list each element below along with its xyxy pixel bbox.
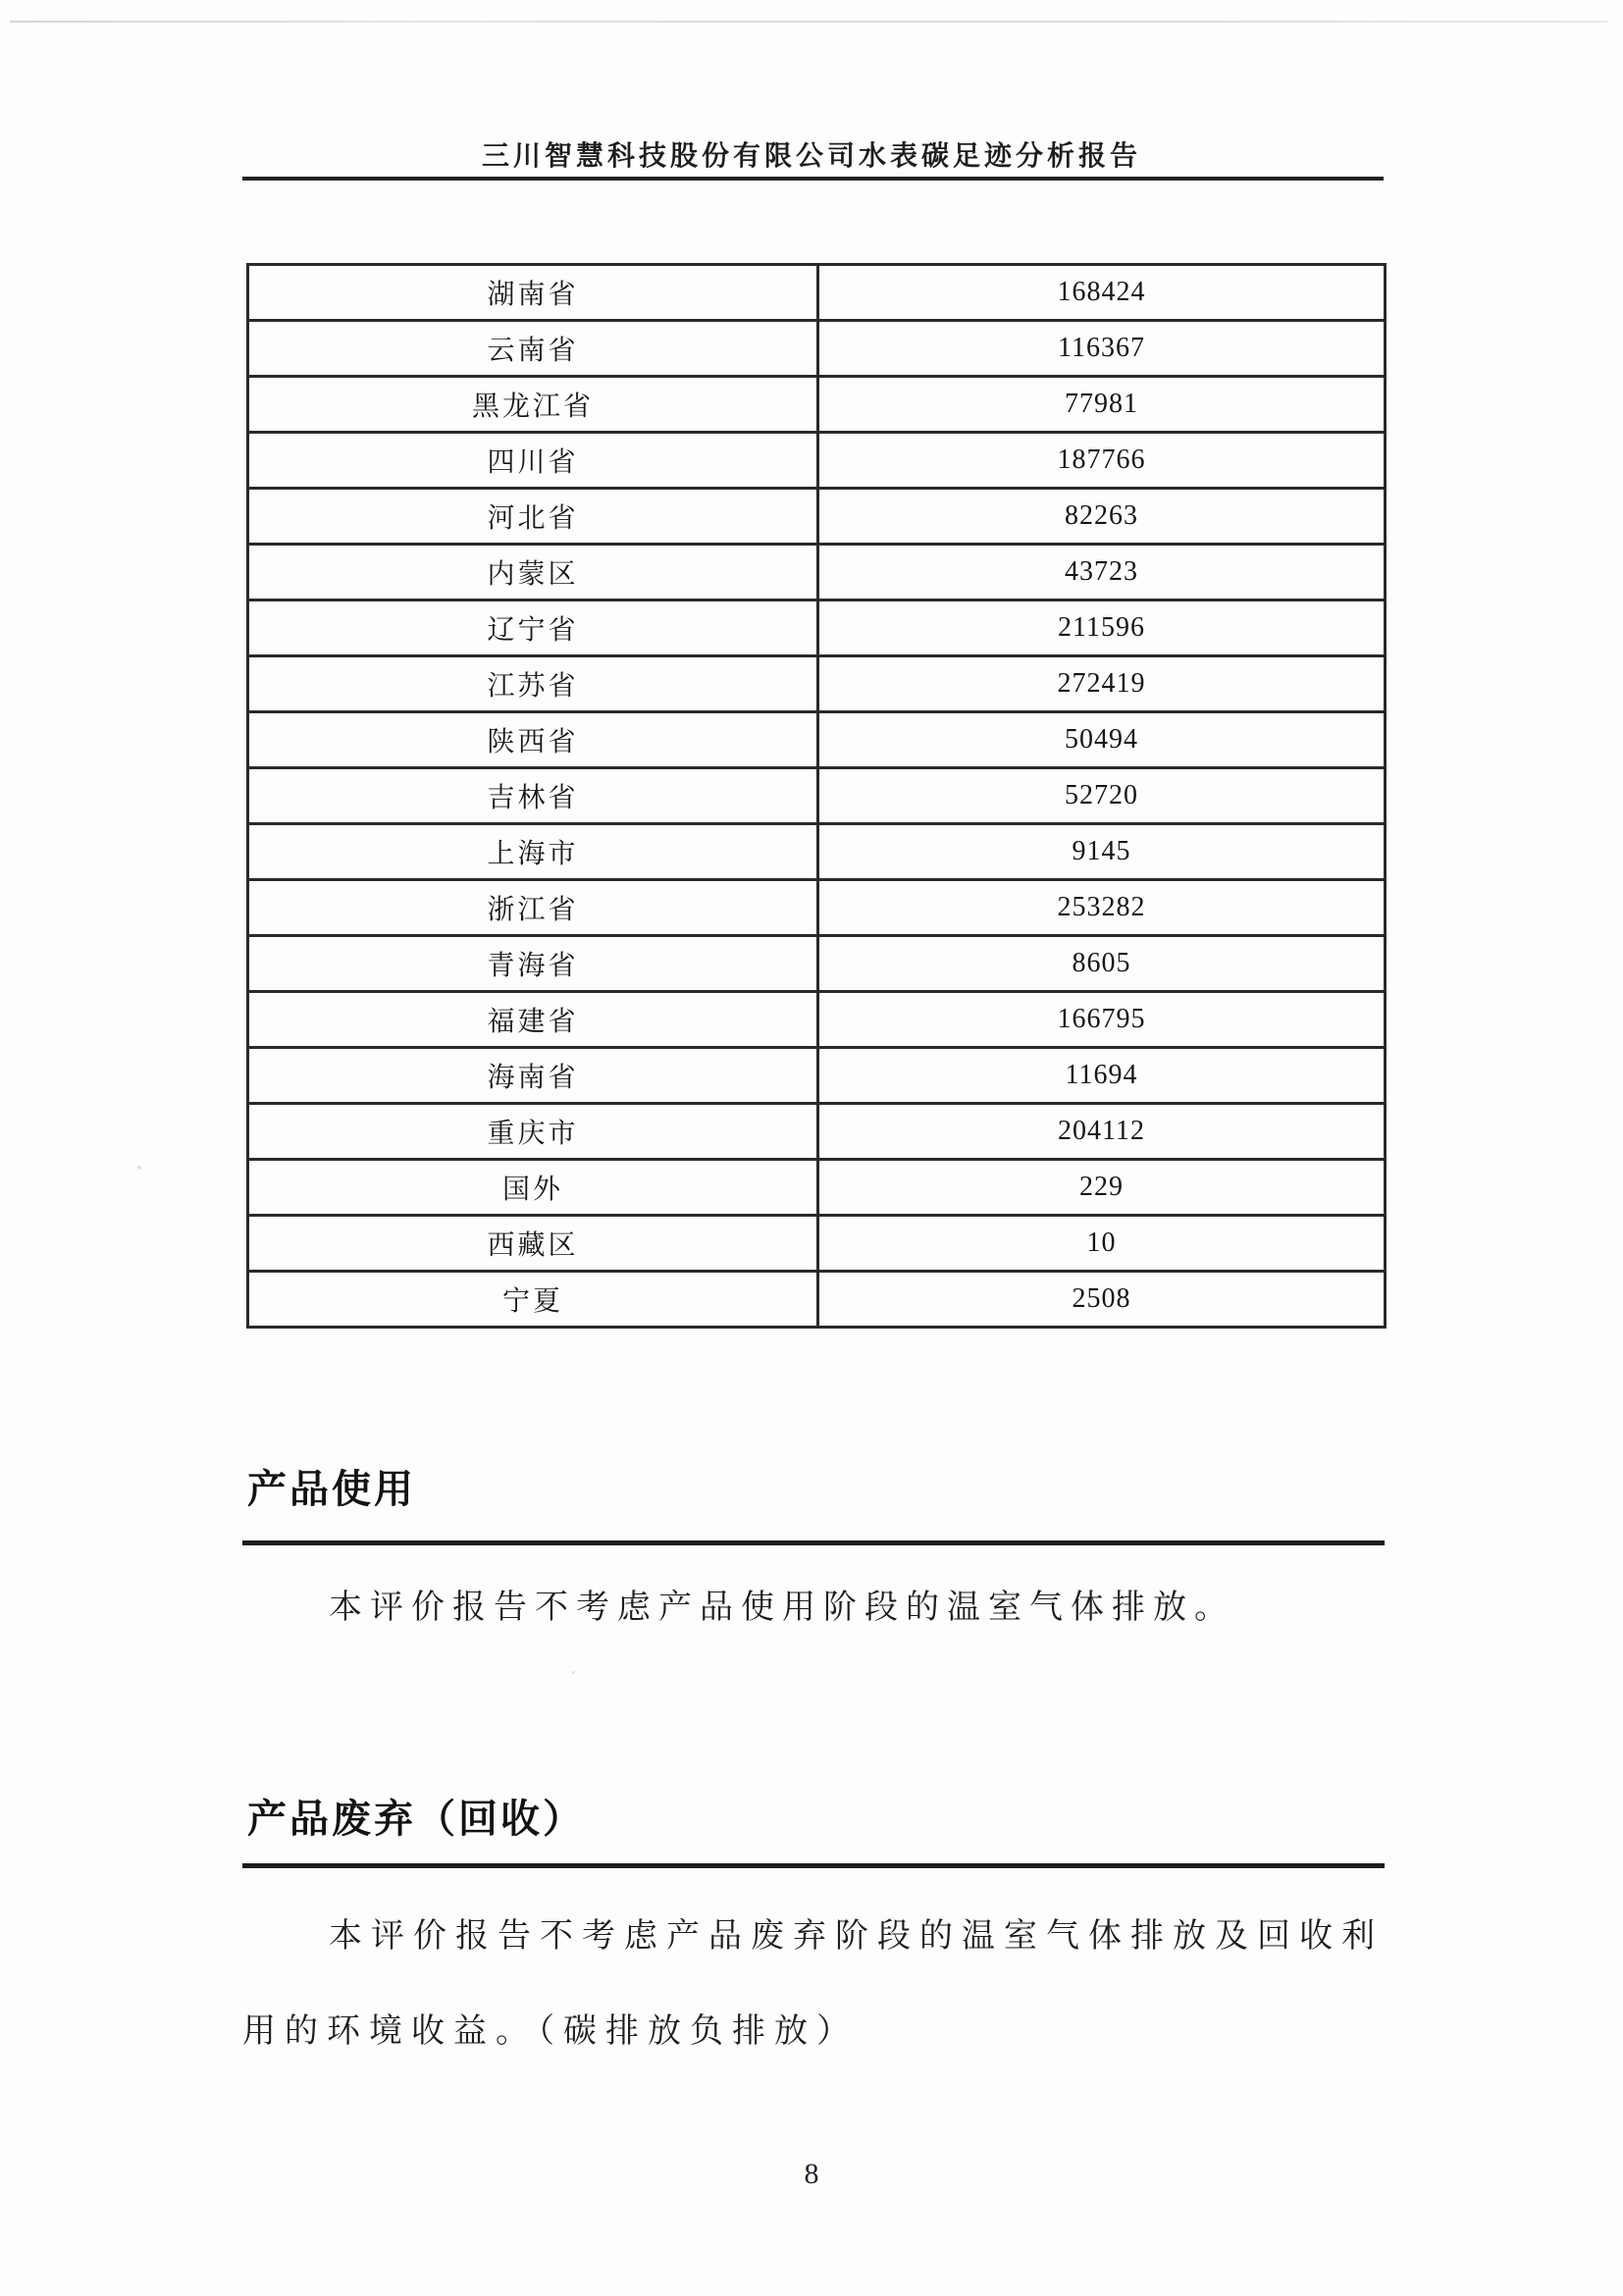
value-cell: 9145 bbox=[818, 824, 1386, 880]
value-cell: 2508 bbox=[818, 1272, 1386, 1328]
value-cell: 11694 bbox=[818, 1048, 1386, 1104]
paragraph-product-use: 本评价报告不考虑产品使用阶段的温室气体排放。 bbox=[329, 1590, 1235, 1626]
section-heading-product-disposal: 产品废弃（回收） bbox=[247, 1798, 585, 1841]
value-cell: 116367 bbox=[818, 321, 1386, 377]
table-row bbox=[248, 768, 1386, 824]
section-heading-product-use: 产品使用 bbox=[247, 1468, 416, 1511]
table-row bbox=[248, 545, 1386, 600]
section-rule bbox=[242, 1863, 1385, 1868]
value-cell: 187766 bbox=[818, 433, 1386, 489]
table-row bbox=[248, 433, 1386, 489]
table-row bbox=[248, 600, 1386, 656]
table-row bbox=[248, 936, 1386, 992]
value-cell: 43723 bbox=[818, 545, 1386, 600]
region-cell: 云南省 bbox=[248, 321, 818, 377]
page-number: 8 bbox=[804, 2158, 819, 2190]
table-row bbox=[248, 824, 1386, 880]
region-cell: 福建省 bbox=[248, 992, 818, 1048]
table-row bbox=[248, 712, 1386, 768]
region-cell: 河北省 bbox=[248, 489, 818, 545]
table-row bbox=[248, 265, 1386, 321]
section-rule bbox=[242, 1540, 1385, 1545]
region-cell: 江苏省 bbox=[248, 656, 818, 712]
paragraph-product-disposal-line1: 本评价报告不考虑产品废弃阶段的温室气体排放及回收利 bbox=[329, 1918, 1384, 1955]
region-cell: 国外 bbox=[248, 1160, 818, 1216]
running-header-title: 三川智慧科技股份有限公司水表碳足迹分析报告 bbox=[481, 141, 1141, 172]
header-rule bbox=[242, 177, 1384, 181]
table-row bbox=[248, 1160, 1386, 1216]
value-cell: 166795 bbox=[818, 992, 1386, 1048]
value-cell: 10 bbox=[818, 1216, 1386, 1272]
table-row bbox=[248, 489, 1386, 545]
scan-speck bbox=[137, 1166, 141, 1170]
table-row bbox=[248, 1104, 1386, 1160]
region-cell: 重庆市 bbox=[248, 1104, 818, 1160]
table-row bbox=[248, 377, 1386, 433]
value-cell: 229 bbox=[818, 1160, 1386, 1216]
table-row bbox=[248, 1272, 1386, 1328]
region-cell: 海南省 bbox=[248, 1048, 818, 1104]
region-cell: 上海市 bbox=[248, 824, 818, 880]
province-emissions-table bbox=[246, 263, 1387, 1329]
table-row bbox=[248, 321, 1386, 377]
value-cell: 77981 bbox=[818, 377, 1386, 433]
region-cell: 陕西省 bbox=[248, 712, 818, 768]
scan-speck bbox=[572, 1671, 575, 1674]
table-row bbox=[248, 1048, 1386, 1104]
region-cell: 青海省 bbox=[248, 936, 818, 992]
paragraph-product-disposal-line2: 用的环境收益。（碳排放负排放） bbox=[242, 2013, 859, 2050]
region-cell: 吉林省 bbox=[248, 768, 818, 824]
region-cell: 湖南省 bbox=[248, 265, 818, 321]
value-cell: 50494 bbox=[818, 712, 1386, 768]
region-cell: 西藏区 bbox=[248, 1216, 818, 1272]
region-cell: 辽宁省 bbox=[248, 600, 818, 656]
table-row bbox=[248, 1216, 1386, 1272]
value-cell: 52720 bbox=[818, 768, 1386, 824]
region-cell: 黑龙江省 bbox=[248, 377, 818, 433]
region-cell: 浙江省 bbox=[248, 880, 818, 936]
scan-artifact-line bbox=[10, 21, 1607, 23]
value-cell: 272419 bbox=[818, 656, 1386, 712]
table-row bbox=[248, 992, 1386, 1048]
value-cell: 168424 bbox=[818, 265, 1386, 321]
table-row bbox=[248, 656, 1386, 712]
value-cell: 82263 bbox=[818, 489, 1386, 545]
value-cell: 8605 bbox=[818, 936, 1386, 992]
value-cell: 253282 bbox=[818, 880, 1386, 936]
value-cell: 204112 bbox=[818, 1104, 1386, 1160]
region-cell: 内蒙区 bbox=[248, 545, 818, 600]
region-cell: 四川省 bbox=[248, 433, 818, 489]
value-cell: 211596 bbox=[818, 600, 1386, 656]
table-row bbox=[248, 880, 1386, 936]
region-cell: 宁夏 bbox=[248, 1272, 818, 1328]
